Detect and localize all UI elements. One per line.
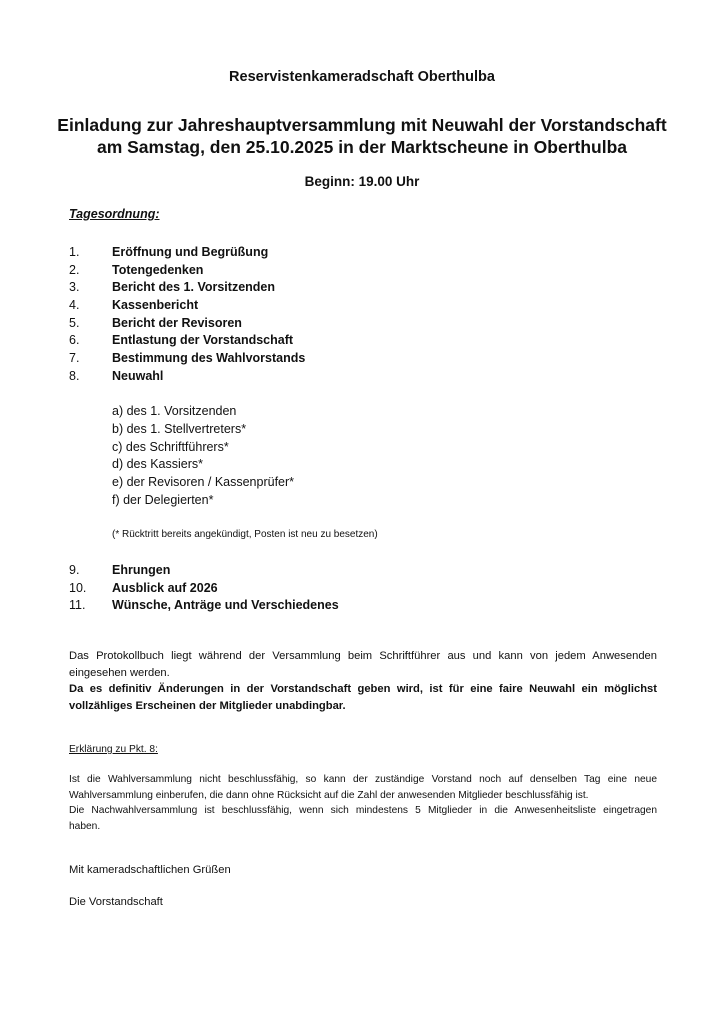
agenda-number: 4. [69, 298, 80, 313]
agenda-label: Bericht des 1. Vorsitzenden [112, 280, 276, 295]
agenda-label: Ausblick auf 2026 [112, 580, 218, 595]
agenda-number: 9. [69, 563, 80, 577]
agenda-number: 2. [69, 262, 80, 277]
agenda-label: Wünsche, Anträge und Verschiedenes [112, 598, 339, 613]
agenda-label: Totengedenken [112, 262, 204, 277]
agenda-item [69, 580, 629, 598]
agenda-number: 8. [69, 368, 80, 383]
agenda-item [69, 279, 629, 297]
election-item: f) der Delegierten* [112, 492, 214, 507]
election-item: c) des Schriftführers* [112, 439, 229, 454]
agenda-item [69, 350, 629, 368]
protocol-paragraph [69, 648, 657, 681]
emphasis-line: Da es definitiv Änderungen in der Vorstandschaft geben wird, ist für eine faire Neuwahl ein möglichst [69, 683, 657, 695]
agenda-item [69, 597, 629, 615]
emphasis-paragraph [69, 681, 657, 714]
agenda-number: 3. [69, 280, 80, 295]
election-item: d) des Kassiers* [112, 457, 204, 472]
explanation-line: Wahlversammlung einberufen, die dann ohne Rücksicht auf die Zahl der anwesenden Mitglieder beschlussfähig ist. [69, 789, 589, 801]
agenda-item [69, 315, 629, 333]
explanation-line: Die Nachwahlversammlung ist beschlussfähig, wenn sich mindestens 5 Mitglieder in die Anwesenheitsliste eingetragen [69, 805, 657, 816]
explanation-line: haben. [69, 820, 101, 832]
agenda-number: 6. [69, 333, 80, 348]
agenda-label: Ehrungen [112, 563, 171, 577]
election-note: (* Rücktritt bereits angekündigt, Posten ist neu zu besetzen) [112, 529, 378, 540]
agenda-number: 10. [69, 580, 87, 595]
protocol-line: eingesehen werden. [69, 666, 170, 679]
explanation-paragraph-2 [69, 803, 657, 834]
signature: Die Vorstandschaft [69, 896, 163, 908]
agenda-label: Neuwahl [112, 368, 164, 383]
agenda-item [69, 368, 629, 386]
start-time: Beginn: 19.00 Uhr [304, 174, 420, 189]
agenda-item [69, 262, 629, 280]
explanation-paragraph-1 [69, 772, 657, 803]
organization-name: Reservistenkameradschaft Oberthulba [229, 69, 495, 85]
election-item: b) des 1. Stellvertreters* [112, 421, 247, 436]
title-line-2: am Samstag, den 25.10.2025 in der Marktscheune in Oberthulba [96, 137, 628, 157]
agenda-list [69, 244, 629, 386]
explanation-line: Ist die Wahlversammlung nicht beschlussfähig, so kann der zuständige Vorstand noch auf denselben Tag eine neue [69, 774, 657, 785]
agenda-label: Kassenbericht [112, 298, 199, 313]
election-item: a) des 1. Vorsitzenden [112, 404, 237, 418]
agenda-label: Entlastung der Vorstandschaft [112, 333, 294, 348]
agenda-label: Bericht der Revisoren [112, 315, 242, 330]
agenda-number: 7. [69, 351, 80, 366]
closing-greeting: Mit kameradschaftlichen Grüßen [69, 864, 231, 876]
emphasis-line: vollzähliges Erscheinen der Mitglieder unabdingbar. [69, 699, 346, 712]
agenda-item [69, 297, 629, 315]
agenda-item [69, 332, 629, 350]
agenda-item [69, 244, 629, 262]
agenda-number: 1. [69, 245, 80, 259]
election-sublist [112, 403, 294, 510]
protocol-line: Das Protokollbuch liegt während der Versammlung beim Schriftführer aus und kann von jedem Anwesenden [69, 650, 657, 662]
agenda-list-continued [69, 562, 629, 615]
explanation-heading: Erklärung zu Pkt. 8: [69, 744, 158, 755]
agenda-label: Eröffnung und Begrüßung [112, 245, 269, 259]
election-item: e) der Revisoren / Kassenprüfer* [112, 475, 295, 490]
agenda-number: 5. [69, 315, 80, 330]
agenda-number: 11. [69, 598, 86, 613]
agenda-item [69, 562, 629, 580]
title-line-1: Einladung zur Jahreshauptversammlung mit Neuwahl der Vorstandschaft [57, 115, 667, 135]
agenda-heading: Tagesordnung: [69, 207, 160, 221]
agenda-label: Bestimmung des Wahlvorstands [112, 351, 306, 366]
